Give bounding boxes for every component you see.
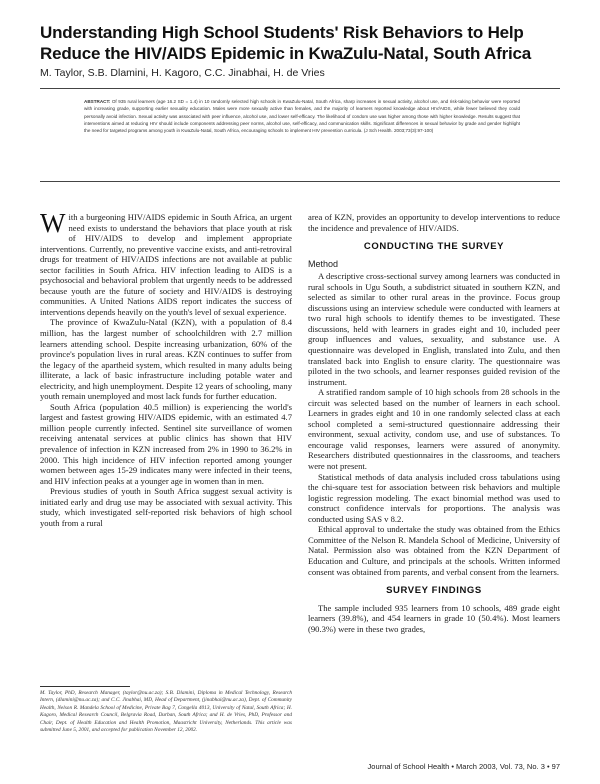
intro-paragraph: [40, 208, 292, 317]
footnote-rule: [40, 686, 130, 687]
abstract-bottom-rule: [40, 181, 560, 182]
abstract-top-rule: [40, 88, 560, 89]
body-paragraph: The province of KwaZulu-Natal (KZN), with a population of 8.4 million, has the largest number of schoolchildren with 2.7 million learners attending school. Despite increasing urbanization, 60% of the province's population lives in rural areas. KZN continues to suffer from the legacy of the apartheid system, which resulted in many adults being illiterate, a lack of basic infrastructure including potable water and electricity, and high unemployment. Despite 12 years of schooling, many youth remain unemployed and most lack funds for further education.: [40, 317, 292, 402]
abstract-block: [84, 98, 520, 134]
article-authors: M. Taylor, S.B. Dlamini, H. Kagoro, C.C. Jinabhai, H. de Vries: [40, 67, 325, 79]
body-paragraph: Ethical approval to undertake the study was obtained from the Ethics Committee of the Nelson R. Mandela School of Medicine, University of Natal. Permission also was obtained from the KZN Department of Education and Culture, and principals at the schools. Written informed consent was obtained from parents, and verbal consent from the learners.: [308, 524, 560, 577]
intro-paragraph-text: ith a burgeoning HIV/AIDS epidemic in South Africa, an urgent need exists to understand the behaviors that place youth at risk of HIV/AIDS to develop and implement appropriate interventions. Currently, no preventive vaccine exists, and anti-retroviral drugs for treatment of HIV/AIDS infections are not available at public sector facilities in South Africa. HIV infection leading to AIDS is a psychosocial and behavioral problem that urgently needs to be addressed because youth are the future of society and HIV/AIDS is destroying communities. A United Nations AIDS report indicates the success of interventions depends heavily on the youth's level of sexual experience.: [40, 212, 292, 317]
left-column: [40, 208, 292, 528]
subsection-heading-method: Method: [308, 258, 339, 269]
body-paragraph: The sample included 935 learners from 10 schools, 489 grade eight learners (39.8%), and 454 learners in grade 10 (50.4%). Most learners (90.3%) were in these two grades,: [308, 602, 560, 634]
section-heading-survey-findings: SURVEY FINDINGS: [386, 585, 482, 597]
body-paragraph: area of KZN, provides an opportunity to develop interventions to reduce the incidence and prevalence of HIV/AIDS.: [308, 212, 560, 233]
author-footnote: M. Taylor, PhD, Research Manager, (taylor@nu.ac.za); S.B. Dlamini, Diploma in Medical Technology, Research Intern, (dlamini@nu.ac.za); and C.C. Jinabhai, MD, Head of Department, (jinabhai@nu.ac.za), Dept. of Community Health, Nelson R. Mandela School of Medicine, Private Bag 7, Congella 4013, University of Natal, South Africa; H. Kagoro, Medical Research Council, Belgravia Road, Durban, South Africa; and H. de Vries, PhD, Professor and Chair, Dept. of Health Education and Health Promotion, Maastricht University, Netherlands. This article was submitted June 5, 2001, and accepted for publication November 12, 2002.: [40, 690, 292, 734]
article-title: Understanding High School Students' Risk Behaviors to Help Reduce the HIV/AIDS Epidemic in KwaZulu-Natal, South Africa: [40, 23, 532, 63]
page-footer: Journal of School Health • March 2003, Vol. 73, No. 3 • 97: [367, 762, 560, 771]
body-paragraph: Statistical methods of data analysis included cross tabulations using the chi-square test for association between risk behaviors and multiple logistic regression modeling. The exact binomial method was used to construct confidence intervals for proportions. The analysis was conducted using SAS v 8.2.: [308, 471, 560, 524]
abstract-text: Of 935 rural learners (age 16.2 SD = 1.4) in 10 randomly selected high schools in KwaZulu-Natal, South Africa, sharp increases in sexual activity, alcohol use, and risk-taking behavior were reported with increasing grade, supporting earlier sexuality education. Males were more sexually active than females, and the majority of learners reported knowledge about HIV/AIDS, while fewer believed they could personally avoid infection. Sexual activity was associated with peer influence, alcohol use, and lower self-efficacy. The likelihood of condom use was higher among those with higher knowledge. Results suggest that interventions aimed at reducing HIV should include components addressing peer norms, alcohol use, self-efficacy, and communication skills. Significant differences in sexual behavior by grade and gender highlight the need for targeted programs among youth in KwaZulu-Natal, South Africa, encouraging schools to implement HIV prevention curricula. (J Sch Health. 2003;73(3):97-100): [84, 99, 521, 134]
abstract-label: ABSTRACT:: [84, 99, 111, 104]
body-paragraph: A stratified random sample of 10 high schools from 28 schools in the circuit was selected based on the number of learners in each school. Learners in grades eight and 10 in one randomly selected class at each school completed a semi-structured questionnaire addressing their environment, sexual activity, condom use, and use of substances. To encourage valid responses, learners were assured of anonymity. Researchers distributed questionnaires in the classrooms, and teachers were not present.: [308, 387, 560, 472]
body-paragraph: A descriptive cross-sectional survey among learners was conducted in rural schools in Ugu South, a subdistrict situated in southern KZN, and selected as similar to other rural areas in the province. Focus group discussions using an interview schedule were conducted with learners at two rural high schools to identify themes to be investigated. These discussions, held with learners in grades eight and 10, included peer group influences and values, sexuality, and substance use. A questionnaire was developed in English, translated into Zulu, and then translated back into English to ensure clarity. The questionnaire was piloted in the two schools, and learner responses guided revision of the instrument.: [308, 271, 560, 387]
body-paragraph: South Africa (population 40.5 million) is experiencing the world's largest and fastest growing HIV/AIDS epidemic, with an estimated 4.7 million people currently infected. Sentinel site surveillance of women receiving antenatal services at public clinics has shown that HIV prevalence of infection in KZN increased from 2% in 1990 to 36.2% in 2000. This high incidence of HIV infection reported among younger women between ages 15-29 indicates many were infected in their teens, and HIV infection peaks at a younger age in women than in men.: [40, 401, 292, 486]
section-heading-conducting-survey: CONDUCTING THE SURVEY: [363, 241, 505, 253]
body-paragraph: Previous studies of youth in South Africa suggest sexual activity is initiated early and drug use may be associated with sexual activity. This study, which investigated self-reported risk behaviors of high school youth from a rural: [40, 486, 292, 528]
right-column: [308, 212, 560, 634]
drop-cap: W: [40, 208, 66, 238]
